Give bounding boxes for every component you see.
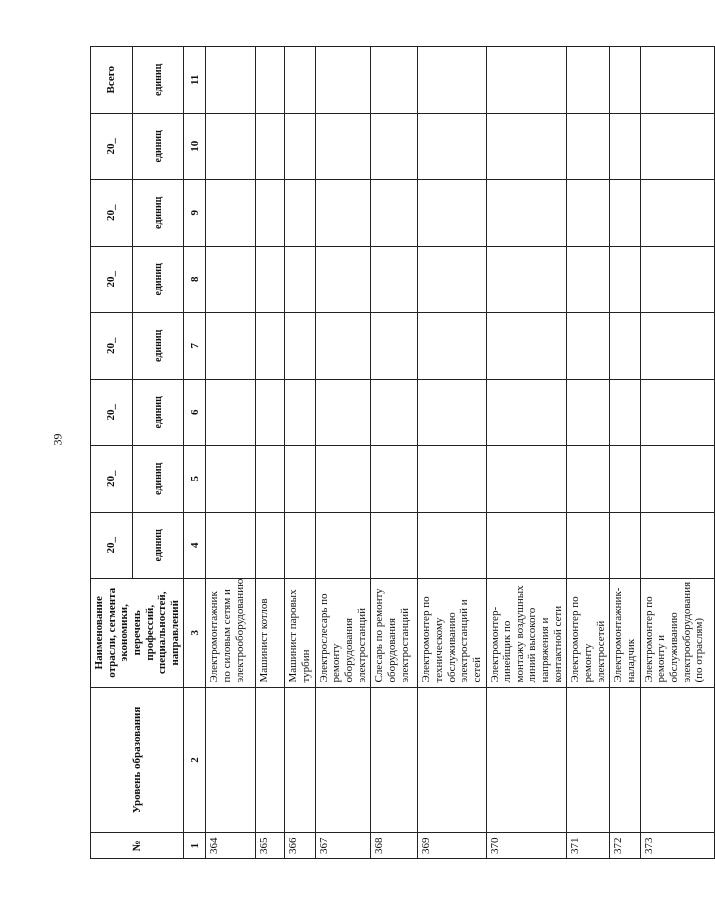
value-cell	[567, 446, 610, 513]
row-number: 366	[285, 833, 315, 859]
table-row	[418, 47, 486, 859]
education-level-cell	[418, 687, 486, 833]
value-cell	[285, 246, 315, 313]
value-cell	[285, 446, 315, 513]
value-cell	[315, 313, 371, 380]
table-row	[285, 47, 315, 859]
header-unit-3: единиц	[133, 379, 184, 446]
row-number: 364	[206, 833, 256, 859]
value-cell	[640, 512, 714, 579]
profession-name: Электромонтер по техническому обслуживанию электростанций и сетей	[418, 579, 486, 688]
value-cell	[486, 313, 567, 380]
header-unit-6: единиц	[133, 180, 184, 247]
value-cell	[418, 313, 486, 380]
education-level-cell	[256, 687, 285, 833]
page-number: 39	[50, 433, 65, 446]
table-row	[371, 47, 418, 859]
value-cell	[486, 446, 567, 513]
header-year-7: 20_	[91, 113, 133, 180]
column-number: 2	[184, 687, 206, 833]
row-number: 365	[256, 833, 285, 859]
value-cell	[285, 313, 315, 380]
table-row	[315, 47, 371, 859]
header-unit-5: единиц	[133, 246, 184, 313]
value-cell	[610, 446, 640, 513]
table-row	[486, 47, 567, 859]
value-cell	[371, 512, 418, 579]
value-cell	[285, 379, 315, 446]
value-cell	[640, 180, 714, 247]
professions-table	[90, 46, 715, 859]
value-cell	[486, 180, 567, 247]
value-cell	[486, 47, 567, 114]
value-cell	[285, 113, 315, 180]
table-row	[567, 47, 610, 859]
column-number: 9	[184, 180, 206, 247]
value-cell	[371, 446, 418, 513]
header-level: Уровень образования	[91, 687, 184, 833]
profession-name: Электромонтажник по силовым сетям и электрооборудованию	[206, 579, 256, 688]
row-number: 370	[486, 833, 567, 859]
value-cell	[371, 47, 418, 114]
column-number: 8	[184, 246, 206, 313]
education-level-cell	[285, 687, 315, 833]
value-cell	[610, 379, 640, 446]
column-number: 1	[184, 833, 206, 859]
profession-name: Электромонтер-линейщик по монтажу воздушных линий высокого напряжения и контактной сети	[486, 579, 567, 688]
value-cell	[256, 113, 285, 180]
column-number: 11	[184, 47, 206, 114]
header-name: Наименование отрасли, сегмента экономики, перечень профессий, специальностей, направлений	[91, 579, 184, 688]
table-row	[206, 47, 256, 859]
education-level-cell	[486, 687, 567, 833]
value-cell	[610, 113, 640, 180]
education-level-cell	[206, 687, 256, 833]
education-level-cell	[371, 687, 418, 833]
education-level-cell	[610, 687, 640, 833]
value-cell	[418, 113, 486, 180]
education-level-cell	[567, 687, 610, 833]
header-year-4: 20_	[91, 313, 133, 380]
value-cell	[256, 379, 285, 446]
value-cell	[640, 446, 714, 513]
header-year-6: 20_	[91, 180, 133, 247]
value-cell	[418, 446, 486, 513]
column-number: 4	[184, 512, 206, 579]
value-cell	[567, 379, 610, 446]
value-cell	[567, 180, 610, 247]
column-number: 10	[184, 113, 206, 180]
value-cell	[418, 512, 486, 579]
value-cell	[567, 246, 610, 313]
table-row	[256, 47, 285, 859]
value-cell	[610, 180, 640, 247]
row-number: 372	[610, 833, 640, 859]
row-number: 369	[418, 833, 486, 859]
value-cell	[610, 512, 640, 579]
table-row	[640, 47, 714, 859]
value-cell	[256, 47, 285, 114]
row-number: 367	[315, 833, 371, 859]
value-cell	[610, 246, 640, 313]
header-no: №	[91, 833, 184, 859]
value-cell	[206, 246, 256, 313]
value-cell	[206, 113, 256, 180]
value-cell	[206, 180, 256, 247]
value-cell	[486, 113, 567, 180]
table-sheet	[90, 46, 706, 859]
value-cell	[371, 113, 418, 180]
value-cell	[315, 446, 371, 513]
value-cell	[371, 180, 418, 247]
value-cell	[315, 512, 371, 579]
value-cell	[640, 246, 714, 313]
value-cell	[371, 379, 418, 446]
value-cell	[418, 180, 486, 247]
value-cell	[486, 379, 567, 446]
value-cell	[206, 446, 256, 513]
value-cell	[567, 313, 610, 380]
value-cell	[256, 512, 285, 579]
value-cell	[418, 246, 486, 313]
value-cell	[256, 313, 285, 380]
header-year-2: 20_	[91, 446, 133, 513]
header-unit-7: единиц	[133, 113, 184, 180]
column-number: 6	[184, 379, 206, 446]
profession-name: Электромонтажник-наладчик	[610, 579, 640, 688]
value-cell	[315, 246, 371, 313]
table-row	[610, 47, 640, 859]
value-cell	[610, 313, 640, 380]
column-number: 5	[184, 446, 206, 513]
value-cell	[640, 47, 714, 114]
header-unit-4: единиц	[133, 313, 184, 380]
value-cell	[371, 246, 418, 313]
value-cell	[610, 47, 640, 114]
value-cell	[567, 113, 610, 180]
row-number: 373	[640, 833, 714, 859]
header-unit-2: единиц	[133, 446, 184, 513]
value-cell	[418, 379, 486, 446]
value-cell	[256, 446, 285, 513]
value-cell	[315, 379, 371, 446]
value-cell	[418, 47, 486, 114]
value-cell	[256, 246, 285, 313]
profession-name: Слесарь по ремонту оборудования электростанций	[371, 579, 418, 688]
value-cell	[371, 313, 418, 380]
header-unit-8: единиц	[133, 47, 184, 114]
value-cell	[206, 379, 256, 446]
column-number: 3	[184, 579, 206, 688]
value-cell	[206, 512, 256, 579]
value-cell	[567, 47, 610, 114]
value-cell	[640, 313, 714, 380]
header-total: Всего	[91, 47, 133, 114]
value-cell	[640, 113, 714, 180]
header-year-1: 20_	[91, 512, 133, 579]
value-cell	[315, 47, 371, 114]
value-cell	[285, 47, 315, 114]
value-cell	[206, 313, 256, 380]
education-level-cell	[315, 687, 371, 833]
rotated-table-wrapper	[90, 46, 706, 859]
row-number: 368	[371, 833, 418, 859]
value-cell	[256, 180, 285, 247]
value-cell	[486, 246, 567, 313]
row-number: 371	[567, 833, 610, 859]
column-number: 7	[184, 313, 206, 380]
header-year-5: 20_	[91, 246, 133, 313]
profession-name: Машинист паровых турбин	[285, 579, 315, 688]
header-unit-1: единиц	[133, 512, 184, 579]
value-cell	[285, 180, 315, 247]
header-year-3: 20_	[91, 379, 133, 446]
value-cell	[640, 379, 714, 446]
value-cell	[206, 47, 256, 114]
education-level-cell	[640, 687, 714, 833]
value-cell	[486, 512, 567, 579]
profession-name: Электромонтер по ремонту и обслуживанию электрооборудования (по отраслям)	[640, 579, 714, 688]
profession-name: Электромонтер по ремонту электросетей	[567, 579, 610, 688]
value-cell	[315, 113, 371, 180]
profession-name: Электрослесарь по ремонту оборудования электростанций	[315, 579, 371, 688]
profession-name: Машинист котлов	[256, 579, 285, 688]
value-cell	[285, 512, 315, 579]
value-cell	[315, 180, 371, 247]
value-cell	[567, 512, 610, 579]
